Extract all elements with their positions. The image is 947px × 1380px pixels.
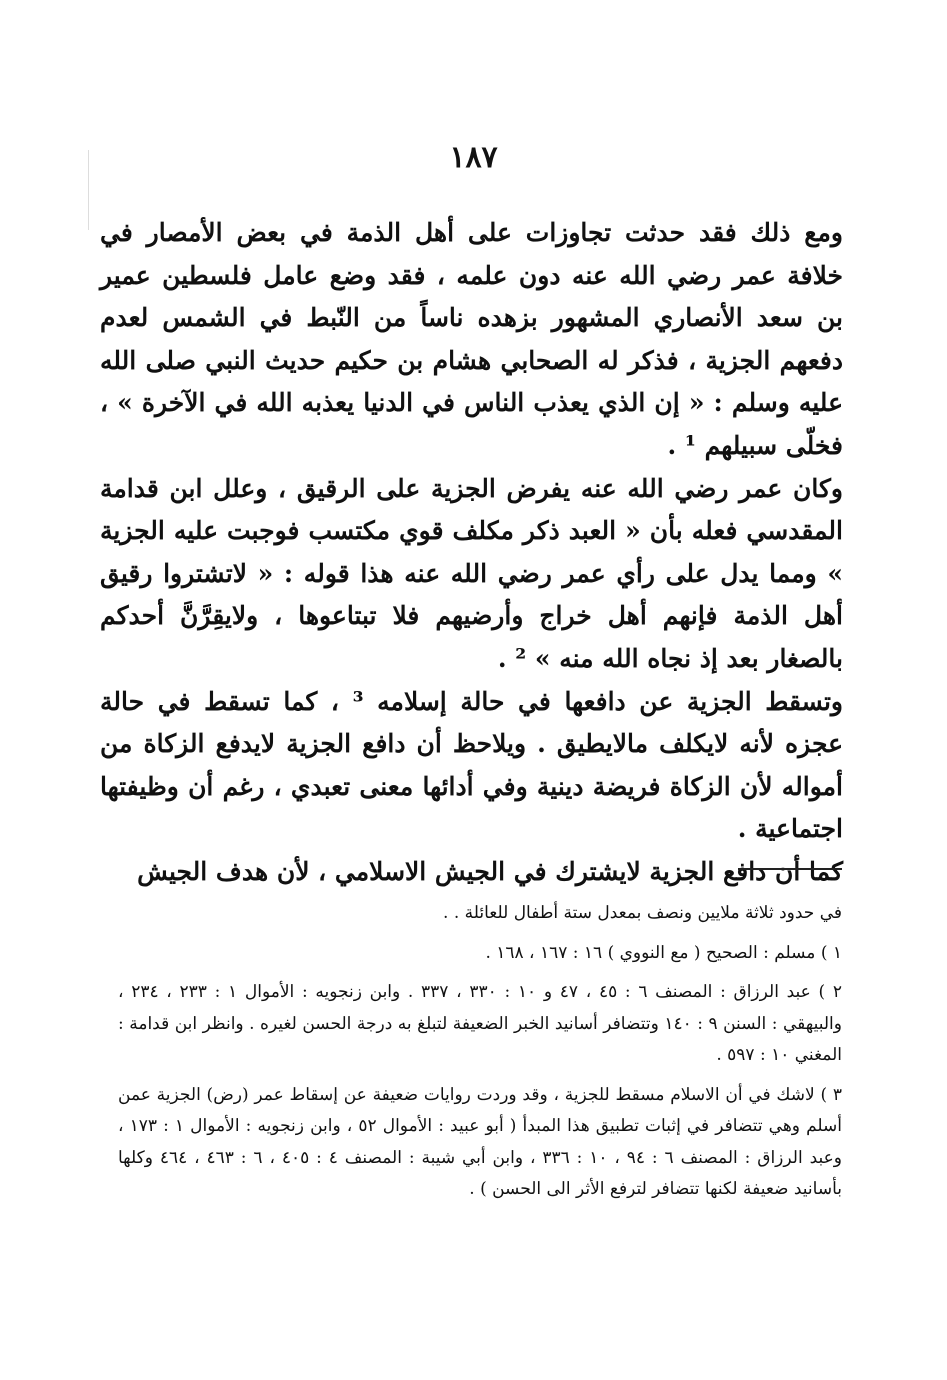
footnote: ٢ ) عبد الرزاق : المصنف ٦ : ٤٥ ، ٤٧ و ١٠ : ٣٣٠ ، ٣٣٧ . وابن زنجويه : الأموال ١ : ٢٣٣ ، ٢٣٤ ، والبيهقي : السنن ٩ : ١٤٠ وتتضافر أسانيد الخبر الضعيفة لتبلغ به درجة الحسن لغيره . وانظر ابن قدامة : المغني ١٠ : ٥٩٧ .: [118, 982, 842, 1065]
paragraph: وتسقط الجزية عن دافعها في حالة إسلامه ³ ، كما تسقط في حالة عجزه لأنه لايكلف مالايطيق . ويلاحظ أن دافع الجزية لايدفع الزكاة من أمواله لأن الزكاة فريضة دينية وفي أدائها معنى تعبدي ، رغم أن وظيفتها اجتماعية .: [100, 686, 844, 844]
main-text: [100, 212, 843, 894]
paragraph: ومع ذلك فقد حدثت تجاوزات على أهل الذمة في بعض الأمصار في خلافة عمر رضي الله عنه دون علمه ، فقد وضع عامل فلسطين عمير بن سعد الأنصاري المشهور بزهده ناساً من النّبط في الشمس لعدم دفعهم الجزية ، فذكر له الصحابي هشام بن حكيم حديث النبي صلى الله عليه وسلم : « إن الذي يعذب الناس في الدنيا يعذبه الله في الآخرة » ، فخلّى سبيلهم ¹ .: [100, 218, 843, 460]
footnotes: [118, 898, 842, 1214]
footnote: في حدود ثلاثة ملايين ونصف بمعدل ستة أطفال للعائلة . .: [443, 903, 842, 923]
footnote: ١ ) مسلم : الصحيح ( مع النووي ) ١٦ : ١٦٧ ، ١٦٨ .: [485, 942, 842, 963]
paragraph: وكان عمر رضي الله عنه يفرض الجزية على الرقيق ، وعلل ابن قدامة المقدسي فعله بأن « العبد ذكر مكلف قوي مكتسب فوجبت عليه الجزية » ومما يدل على رأي عمر رضي الله عنه هذا قوله : « لاتشتروا رقيق أهل الذمة فإنهم أهل خراج وأرضيهم فلا تبتاعوها ، ولايقِرَّنَّ أحدكم بالصغار بعد إذ نجاه الله منه » ² .: [100, 473, 843, 673]
paragraph: كما أن دافع الجزية لايشترك في الجيش الاسلامي ، لأن هدف الجيش: [137, 856, 843, 886]
footnote: ٣ ) لاشك في أن الاسلام مسقط للجزية ، وقد وردت روايات ضعيفة عن إسقاط عمر (رض) الجزية عمن أسلم وهي تتضافر في إثبات تطبيق هذا المبدأ ( أبو عبيد : الأموال ٥٢ ، وابن زنجويه : الأموال ١ : ١٧٣ ، وعبد الرزاق : المصنف ٦ : ٩٤ ، ١٠ : ٣٣٦ ، وابن أبي شيبة : المصنف ٤ : ٤٠٥ ، ٦ : ٤٦٣ ، ٤٦٤ وكلها بأسانيد ضعيفة لكنها تتضافر لترفع الأثر الى الحسن ) .: [118, 1084, 842, 1199]
page-number: ١٨٧: [449, 140, 498, 175]
footnote-divider: [738, 868, 842, 870]
